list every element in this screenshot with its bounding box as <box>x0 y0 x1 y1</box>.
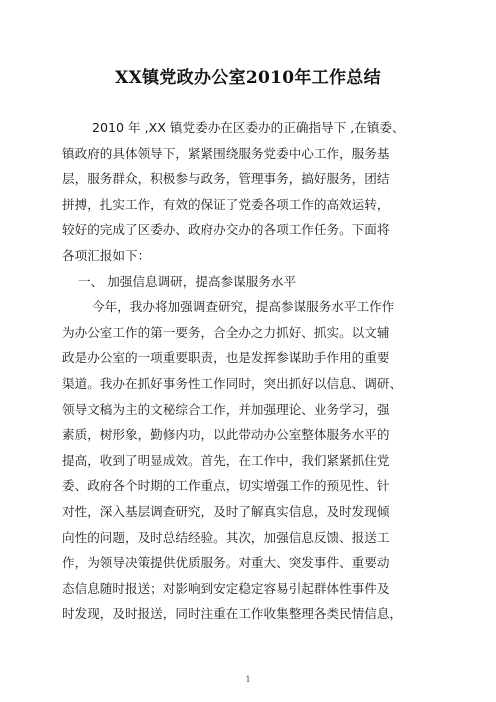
body-line: 提高，收到了明显成效。首先，在工作中，我们紧紧抓住党 <box>62 452 390 468</box>
body-line: 为办公室工作的第一要务，合全办之力抓好、抓实。以文辅 <box>62 324 390 340</box>
body-line: 镇政府的具体领导下，紧紧围绕服务党委中心工作，服务基 <box>62 145 390 161</box>
body-line: 拼搏，扎实工作，有效的保证了党委各项工作的高效运转， <box>62 196 390 212</box>
body-line: 政是办公室的一项重要职责，也是发挥参谋助手作用的重要 <box>62 350 390 366</box>
body-line: 态信息随时报送；对影响到安定稳定容易引起群体性事件及 <box>62 580 390 596</box>
document-body <box>62 115 436 627</box>
page-number: 1 <box>245 675 251 684</box>
section-heading: 一、 加强信息调研，提高参谋服务水平 <box>78 273 297 289</box>
body-line: 渠道。我办在抓好事务性工作同时，突出抓好以信息、调研、 <box>62 375 403 391</box>
body-line: 领导文稿为主的文秘综合工作，并加强理论、业务学习，强 <box>62 401 390 417</box>
body-line: 层，服务群众，积极参与政务，管理事务，搞好服务，团结 <box>62 171 390 187</box>
body-line: 作，为领导决策提供优质服务。对重大、突发事件、重要动 <box>62 555 390 571</box>
body-line: 较好的完成了区委办、政府办交办的各项工作任务。下面将 <box>62 222 390 238</box>
body-line: 对性，深入基层调查研究，及时了解真实信息，及时发现倾 <box>62 503 390 519</box>
body-line: 委、政府各个时期的工作重点，切实增强工作的预见性、针 <box>62 478 390 494</box>
body-line: 2010 年 ,XX 镇党委办在区委办的正确指导下 ,在镇委、 <box>92 120 405 135</box>
body-line: 时发现，及时报送，同时注重在工作收集整理各类民情信息， <box>62 606 403 622</box>
document-title: XX镇党政办公室2010年工作总结 <box>115 68 381 88</box>
body-line: 向性的问题，及时总结经验。其次，加强信息反馈、报送工 <box>62 529 390 545</box>
body-line: 今年，我办将加强调查研究，提高参谋服务水平工作作 <box>92 299 395 315</box>
body-line: 素质，树形象，勤修内功，以此带动办公室整体服务水平的 <box>62 427 390 443</box>
body-line: 各项汇报如下： <box>62 247 151 263</box>
